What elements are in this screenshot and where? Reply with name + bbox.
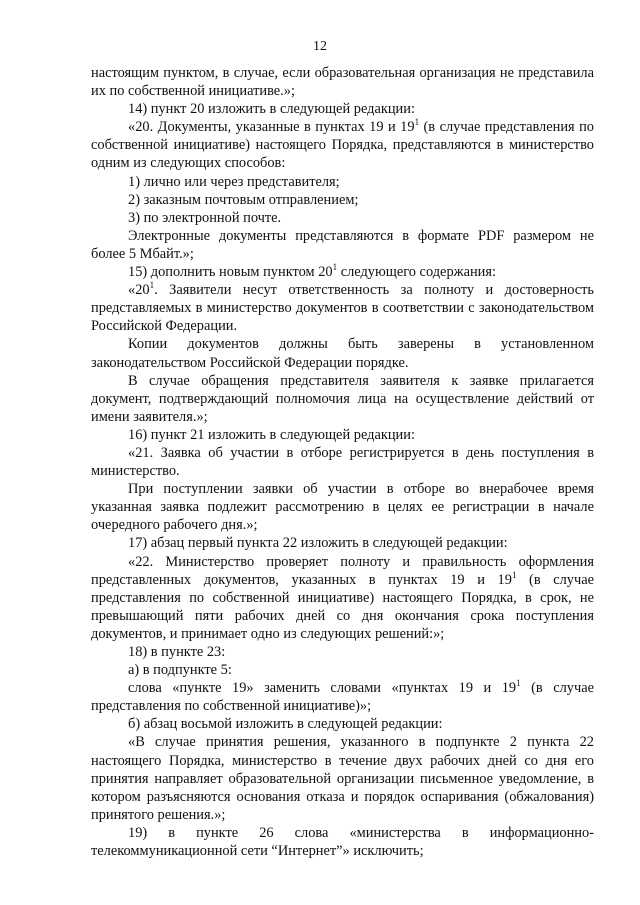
superscript: 1	[414, 117, 420, 128]
text-run: «21. Заявка об участии в отборе регистрируется в день поступления в министерство.	[91, 444, 594, 480]
text-run: 18) в пункте 23:	[128, 644, 226, 660]
paragraph	[91, 372, 594, 426]
superscript: 1	[149, 280, 155, 291]
superscript: 1	[516, 678, 521, 689]
paragraph	[91, 661, 594, 679]
paragraph	[91, 534, 594, 552]
text-run: (в случае представления по собственной инициативе) настоящего Порядка, в срок, не превышающий пяти рабочих дней со дня окончания срока поступления документов, и принимает одно из следующих решений:»;	[91, 571, 595, 642]
text-run: «22. Министерство проверяет полноту и правильность оформления представленных документов, указанных в пунктах 19 и 19	[91, 553, 594, 588]
text-run: Копии документов должны быть заверены в установленном законодательством Российской Федерации порядке.	[91, 336, 594, 371]
paragraph	[91, 64, 594, 100]
paragraph	[91, 227, 594, 263]
text-run: настоящим пунктом, в случае, если образовательная организация не представила их по собственной инициативе.»;	[91, 65, 594, 100]
text-run: 16) пункт 21 изложить в следующей редакции:	[128, 426, 415, 443]
paragraph	[91, 824, 594, 860]
paragraph	[91, 733, 594, 823]
text-run: слова «пункте 19» заменить словами «пунктах 19 и 19	[128, 680, 517, 697]
text-run: «20	[128, 282, 150, 299]
text-run: а) в подпункте 5:	[128, 662, 232, 679]
text-run: В случае обращения представителя заявителя к заявке прилагается документ, подтверждающий полномочия лица на осуществление действий от имени заявителя.»;	[91, 372, 594, 425]
paragraph	[91, 679, 594, 715]
text-run: 2) заказным почтовым отправлением;	[128, 191, 359, 208]
paragraph	[91, 480, 594, 534]
text-run: следующего содержания:	[337, 264, 496, 281]
paragraph	[91, 173, 594, 191]
text-run: 14) пункт 20 изложить в следующей редакции:	[128, 101, 415, 118]
text-run: 19) в пункте 26 слова «министерства в информационно-телекоммуникационной сети “Интернет”» исключить;	[91, 824, 594, 860]
text-run: 3) по электронной почте.	[128, 209, 282, 226]
text-run: При поступлении заявки об участии в отборе во внерабочее время указанная заявка подлежит рассмотрению в целях ее регистрации в начале очередного рабочего дня.»;	[91, 481, 594, 534]
page-number: 12	[313, 39, 327, 54]
paragraph	[91, 553, 594, 643]
text-run: 15) дополнить новым пунктом 20	[128, 264, 333, 281]
text-run: (в случае представления по собственной инициативе) настоящего Порядка, представляются в министерство одним из следующих способов:	[91, 119, 594, 172]
paragraph	[91, 209, 594, 227]
paragraph	[91, 444, 594, 480]
paragraph	[91, 118, 594, 172]
text-run: «20. Документы, указанные в пунктах 19 и 19	[128, 119, 415, 136]
superscript: 1	[332, 262, 338, 273]
document-body	[91, 64, 594, 860]
text-run: б) абзац восьмой изложить в следующей редакции:	[128, 716, 443, 733]
paragraph	[91, 281, 594, 335]
paragraph	[91, 100, 594, 118]
text-run: (в случае представления по собственной инициативе)»;	[91, 680, 595, 715]
paragraph	[91, 643, 594, 661]
paragraph	[91, 426, 594, 444]
paragraph	[91, 335, 594, 371]
paragraph	[91, 191, 594, 209]
text-run: 1) лично или через представителя;	[128, 173, 340, 190]
paragraph	[91, 715, 594, 733]
superscript: 1	[511, 569, 517, 580]
text-run: Электронные документы представляются в формате PDF размером не более 5 Мбайт.»;	[91, 227, 594, 262]
text-run: . Заявители несут ответственность за полноту и достоверность представляемых в министерство документов в соответствии с законодательством Российской Федерации.	[91, 282, 594, 335]
text-run: «В случае принятия решения, указанного в подпункте 2 пункта 22 настоящего Порядка, министерство в течение двух рабочих дней со дня его принятия направляет образовательной организации письменное уведомление, в котором разъясняются основания отказа и порядок оспаривания (обжалования) принятого решения.»;	[91, 734, 594, 823]
text-run: 17) абзац первый пункта 22 изложить в следующей редакции:	[128, 535, 508, 552]
paragraph	[91, 263, 594, 281]
